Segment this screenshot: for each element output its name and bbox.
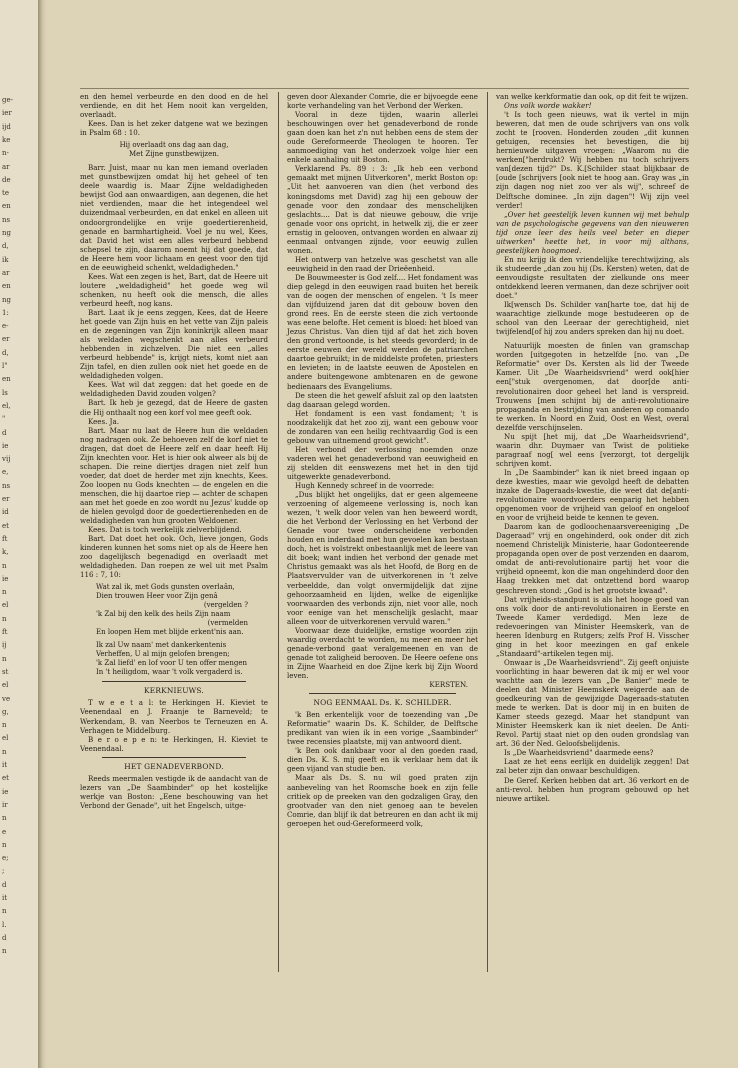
- margin-fragment: e-: [2, 322, 9, 331]
- margin-fragment: k,: [2, 548, 9, 557]
- top-rule: [80, 88, 689, 89]
- paragraph: Vooral in deze tijden, waarin allerlei beschouwingen over het genadeverbond de ronde gaan doen kan het z'n nut hebben eens de stem der oude Gereformeerde Theologen te hooren. Ter aanmoediging van het onderzoek volge hier een enkele aanhaling uit Boston.: [287, 110, 478, 165]
- quote-line: Met Zijne gunstbewijzen.: [129, 150, 219, 159]
- verse-line: Dien trouwen Heer voor Zijn genâ: [96, 592, 218, 601]
- margin-fragment: et: [2, 521, 9, 530]
- paragraph: Kees. Ja.: [88, 416, 119, 426]
- paragraph: Onwaar is „De Waarheidsvriend". Zij geeft onjuiste voorlichting in haar beweren dat ik mij er wel voor wachtte aan de lezers van „De Banier" mede te deelen dat Minister Heemskerk weigerde aan de goedkeuring van de gewijzigde Dageraads-statuten mede te werken. Dat is door mij in en buiten de Kamer steeds gezegd. Maar het standpunt van Minister Heemskerk kan ik niet deelen. De Anti-Revol. Partij staat niet op den ouden grondslag van art. 36 der Ned. Geloofsbelijdenis.: [496, 657, 689, 749]
- margin-fragment: d: [2, 428, 7, 437]
- verse-line: (vergelden ?: [203, 601, 248, 610]
- divider: [309, 693, 456, 694]
- paragraph: In „De Saambinder" kan ik niet breed ingaan op deze kwesties, maar wie gevolgd heeft de debatten inzake de Dageraads-kwestie, die weet dat de[anti-revolutionaire woordvoerders eenparig het hebben opgenomen voor de vrijheid van geloof en ongeloof en voor de vrijheid beide te kennen te geven.: [496, 467, 689, 523]
- margin-fragment: ng: [2, 295, 11, 304]
- margin-fragment: n: [2, 588, 7, 597]
- margin-fragment: n-: [2, 149, 9, 158]
- margin-fragment: st: [2, 667, 9, 676]
- margin-fragment: er: [2, 335, 10, 344]
- margin-fragment: n: [2, 814, 7, 823]
- section-heading-genadeverbond: HET GENADEVERBOND.: [124, 761, 224, 771]
- margin-fragment: n: [2, 840, 7, 849]
- paragraph: Nu spijt [het mij, dat „De Waarheidsvriend", waarin dhr. Duymaer van Twist de politieke paragraaf nog[ wel eens [verzorgt, tot dergelijk schrijven komt.: [496, 431, 689, 468]
- verse-line: 'k Zal bij den kelk des heils Zijn naam: [96, 610, 231, 619]
- verse-line: (vermelden: [207, 619, 248, 628]
- column-rule-1: [278, 92, 279, 972]
- margin-fragment: n: [2, 654, 7, 663]
- margin-fragment: en: [2, 202, 11, 211]
- margin-fragment: ls: [2, 388, 8, 397]
- paragraph: Bart. Laat ik je eens zeggen, Kees, dat de Heere het goede van Zijn huis en het vette van Zijn paleis en de zegeningen van Zijn koninkrijk alleen maar als weldaden wegschenkt aan alles verbeurd hebbenden in zichzelven. Die niet een „alles verbeurd hebbende" is, krijgt niets, komt niet aan Zijn tafel, en dien zullen ook niet het goede en de weldadigheden volgen.: [80, 307, 268, 381]
- margin-fragment: n: [2, 907, 7, 916]
- paragraph: Barr. Juist, maar nu kan men iemand overladen met gunstbewijzen omdat hij het geheel of ten deele waardig is. Maar Zijne weldadigheden bewijst God aan onwaardigen, aan degenen, die het niet verdienden, maar die het integendeel wel duizendmaal verbeurden, en dat enkel en alleen uit ondoorgrondelijke en vrije goedertierenheid, genade en barmhartigheid. Voel je nu wel, Kees, dat David het wist een alles verbeurd hebbend schepsel te zijn, daarom noemt hij dat goede, dat de Heere hem voor lichaam en geest voor den tijd en de eeuwigheid schenkt, weldadigheden.": [80, 163, 268, 272]
- paragraph: en den hemel verbeurde en den dood en de hel verdiende, en dit het Hem nooit kan vergelden, overlaadt.: [80, 92, 268, 120]
- paragraph: B e r o e p e n: te Herkingen, H. Kieviet te Veenendaal.: [80, 734, 268, 753]
- margin-fragment: id: [2, 508, 9, 517]
- margin-fragment: ge-: [2, 96, 13, 104]
- margin-fragment: de: [2, 175, 11, 184]
- margin-fragment: en: [2, 282, 11, 291]
- margin-fragment: d: [2, 933, 7, 942]
- margin-fragment: ;: [2, 867, 5, 876]
- margin-fragment: 1:: [2, 308, 9, 317]
- left-margin-fragments: [0, 0, 40, 1068]
- verse-line: 'k Zal liefd' en lof voor U ten offer mengen: [96, 659, 247, 668]
- paragraph: Is „De Waarheidsvriend" daarmede eens?: [504, 748, 654, 758]
- paragraph: Kees. Dan is het zeker datgene wat we bezingen in Psalm 68 : 10.: [80, 119, 268, 138]
- quote-line: Hij overlaadt ons dag aan dag,: [119, 141, 229, 150]
- column-1: [80, 92, 268, 810]
- paragraph: 'k Ben ook dankbaar voor al den goeden raad, dien Ds. K. S. mij geeft en ik verklaar hem dat ik geen vijand van studie ben.: [287, 746, 478, 774]
- margin-fragment: ir: [2, 800, 8, 809]
- paragraph: Het verbond der verlossing noemden onze vaderen wel het genadeverbond van eeuwigheid en zij stelden dit eenswezens met het in den tijd uitgewerkte genadeverbond.: [287, 444, 478, 481]
- psalm-verse: [96, 583, 268, 677]
- margin-fragment: e,: [2, 468, 9, 477]
- margin-fragment: ijd: [2, 122, 11, 131]
- verse-line: Verheffen, U al mijn gelofen brengen;: [96, 650, 230, 659]
- paragraph: Bart. Dat doet het ook. Och, lieve jongen, Gods kinderen kunnen het soms niet op als de Heere hen zoo dagelijksch begenadigd en overlaadt met weldadigheden. Dan roepen ze wel uit met Psalm 116 : 7, 10:: [80, 534, 268, 580]
- paragraph: „Over het geestelijk leven kunnen wij met behulp van de psychologische gegevens van den nieuweren tijd onze leer des heils veel beter en dieper uitwerken" heette het, in voor mij althans, geestelijken hoogmoed.: [496, 209, 689, 255]
- margin-fragment: n: [2, 721, 7, 730]
- paragraph: Reeds meermalen vestigde ik de aandacht van de lezers van „De Saambinder" op het kostelijke werkje van Boston: „Eene beschouwing van het Verbond der Genade", uit het Engelsch, uitge-: [80, 773, 268, 810]
- column-3: [496, 92, 689, 803]
- paragraph: „Dus blijkt het ongelijks, dat er geen algemeene verzoening of algemeene verlossing is, noch kan wezen, 't welk door velen van hen beweerd wordt, die het Verbond der Verlossing en het Verbond der Genade voor twee onderscheidene verbonden houden en inderdaad met hun gevoelen kan bestaan doch, het is volstrekt onbestaanlijk met de leere van dit boek; want indien het verbond der genade met Christus gemaakt was als het Hoofd, de Borg en de Plaatsvervulder van de uitverkorenen in 't zelve verbeeldde, dan volgt onvermijdelijk dat zijne gehoorzaamheid en lijden, welke de eigenlijke voorwaarden des verbonds zijn, niet voor alle, noch voor eenige van het menschelijk geslacht, maar alleen voor de uitverkorenen vervuld waren.": [287, 490, 478, 626]
- paragraph: Bart. Maar nu laat de Heere hun die weldaden nog nadragen ook. Ze behoeven zelf de korf niet te dragen, dat doet de Heere zelf en daar heeft Hij Zijn knechten voor. Het is hier ook alweer als bij de schapen. Die reine diertjes dragen niet zelf hun voeder, dat doet de herder met zijn knechts, Kees. Zoo loopen nu Gods knechten — de engelen en die menschen, die hij daartoe riep — achter de schapen aan met het goede en zoo wordt nu Jezus' kudde op de hielen gevolgd door de goedertierenheden en de weldadigheden van hun grooten Weldoener.: [80, 425, 268, 526]
- verse-line: In 't heiligdom, waar 't volk vergaderd is.: [96, 668, 243, 677]
- margin-fragment: el: [2, 734, 9, 743]
- verse-line: Ik zal Uw naam' met dankerkentenis: [96, 641, 227, 650]
- margin-fragment: g,: [2, 707, 9, 716]
- margin-fragment: ie: [2, 787, 9, 796]
- margin-fragment: et: [2, 774, 9, 783]
- margin-fragment: ft: [2, 534, 8, 543]
- divider: [102, 757, 246, 758]
- divider: [102, 681, 246, 682]
- margin-fragment: ie: [2, 574, 9, 583]
- paragraph: Ons volk worde wakker!: [504, 101, 592, 111]
- paragraph: van welke kerkformatie dan ook, op dit feit te wijzen.: [496, 92, 689, 101]
- margin-fragment: er: [2, 495, 10, 503]
- verse-line: Wat zal ik, met Gods gunsten overlaân,: [96, 583, 235, 592]
- margin-fragment: n: [2, 747, 7, 756]
- margin-fragment: ns: [2, 215, 11, 224]
- margin-fragment: el: [2, 681, 9, 690]
- paragraph: 'k Ben erkentelijk voor de toezending van „De Reformatie" waarin Ds. K. Schilder, de Delftsche predikant van wien ik in een vorige „Saambinder" twee recensies plaatste, mij van antwoord dient.: [287, 710, 478, 747]
- margin-fragment: ft: [2, 628, 8, 636]
- paragraph: Kees. Wat een zegen is het, Bart, dat de Heere uit loutere „weldadigheid" het goede weg wil schenken, nu heeft ook die mensch, die alles verbeurd heeft, nog kans.: [80, 271, 268, 308]
- margin-fragment: n: [2, 561, 7, 570]
- margin-fragment: vij: [2, 455, 11, 464]
- paragraph: Hugh Kennedy schreef in de voorrede:: [295, 481, 435, 491]
- paragraph: Het fondament is een vast fondament; 't is noodzakelijk dat het zoo zij, want een gebouw voor de zondaren van een heilig rechtvaardig God is een gebouw van uitnemend groot gewicht".: [287, 408, 478, 445]
- margin-fragment: ns: [2, 481, 11, 490]
- quote-block: [80, 141, 268, 159]
- paragraph: De steen die het gewelf afsluit zal op den laatsten dag daaraan gelegd worden.: [287, 390, 478, 409]
- margin-fragment: ": [2, 415, 6, 424]
- margin-fragment: d,: [2, 348, 9, 357]
- paragraph: Maar als Ds. S. nu wil goed praten zijn aanbeveling van het Roomsche boek en zijn felle critiek op de preeken van den godzaligen Gray, den grootvader van den niet genoeg aan te bevelen Comrie, dan blijf ik dat betreuren en dan acht ik mij geroepen het oud-Gereformeerd volk,: [287, 773, 478, 828]
- margin-fragment: ie: [2, 441, 9, 450]
- margin-fragment: ke: [2, 135, 11, 144]
- section-heading-schilder: NOG EENMAAL Ds. K. SCHILDER.: [313, 698, 452, 708]
- paragraph: Kees. Wat wil dat zeggen: dat het goede en de weldadigheden David zouden volgen?: [80, 380, 268, 399]
- margin-fragment: te: [2, 189, 9, 198]
- paragraph: Voorwaar deze duidelijke, ernstige woorden zijn waardig overdacht te worden, nu meer en meer het genade-verbond gaat veralgemeenen en van de genade tot zaligheid berooven. De Heere oefene ons in Zijne Waarheid en doe Zijne kerk bij Zijn Woord leven.: [287, 625, 478, 680]
- section-heading-kerknieuws: KERKNIEUWS.: [144, 686, 204, 696]
- paragraph: Kees. Dat is toch werkelijk zielverblijdend.: [88, 525, 242, 535]
- margin-fragment: n: [2, 947, 7, 956]
- margin-fragment: ar: [2, 268, 10, 277]
- margin-fragment: d,: [2, 242, 9, 251]
- margin-fragment: d: [2, 880, 7, 889]
- paragraph: Laat ze het eens eerlijk en duidelijk zeggen! Dat zal beter zijn dan onwaar beschuldigen.: [496, 757, 689, 776]
- paragraph: 't Is toch geen nieuws, wat ik vertel in mijn beweren, dat men de oude schrijvers van ons volk zocht te [rooven. Honderden zouden „dit kunnen getuigen, recensies het bevestigen, die bij hernieuwde uitgaven vroegen: „Waarom nu die werken["herdrukt? Wij hebben nu toch schrijvers van[dezen tijd?" Ds. K.[Schilder staat blijkbaar de [oude [schrijvers [ook niet te hoog aan. Gray was „in zijn dagen nog niet zoo ver als wij", schreef de Delftsche dominee. „In zijn dagen"! Wij zijn veel verder!: [496, 110, 689, 210]
- paragraph: Bart. Ik heb je gezegd, dat de Heere de gasten die Hij onthaalt nog een korf vol mee geeft ook.: [80, 398, 268, 417]
- margin-fragment: ve: [2, 694, 11, 703]
- margin-fragment: e: [2, 827, 7, 836]
- margin-fragment: ng: [2, 229, 11, 237]
- margin-fragment: l": [2, 362, 8, 370]
- margin-fragment: el,: [2, 401, 11, 410]
- paragraph: Het ontwerp van hetzelve was geschetst van alle eeuwigheid in den raad der Drieëenheid.: [287, 254, 478, 273]
- paragraph: Dat vrijheids-standpunt is als het hooge goed van ons volk door de anti-revolutionairen in Eerste en Tweede Kamer verdedigd. Men leze de redevoeringen van Minister Heemskerk, van de heeren Idenburg en Rutgers; zelfs Prof H. Visscher ging in het koor meezingen en gaf enkele „Standaard"-artikelen tegen mij.: [496, 594, 689, 658]
- page-fold: [38, 0, 46, 1068]
- paragraph: Daarom kan de godloochenaarsvereeniging „De Dageraad" vrij en ongehinderd, ook onder dit zich noemend Christelijk Ministerie, haar Godonteerende propaganda open over de post verzenden en daarom, omdat de anti-revolutionaire partij het voor die vrijheid opneemt, kon die man ongehinderd door den Haag trekken met dat ontzettend bord waarop geschreven stond: „God is het grootste kwaad".: [496, 522, 689, 595]
- paragraph: De Geref. Kerken hebben dat art. 36 verkort en de anti-revol. hebben hun program gebouwd op het nieuwe artikel.: [496, 775, 689, 803]
- verse-line: En loopen Hem met blijde erkent'nis aan.: [96, 628, 244, 637]
- margin-fragment: ij: [2, 641, 7, 650]
- paragraph: De Bouwmeester is God zelf.... Het fondament was diep gelegd in den eeuwigen raad buiten het bereik van de oogen der menschen of engelen. 't Is meer dan vijfduizend jaren dat dit gebouw boven den grond rees. En de eerste steen die zich vertoonde was eene belofte. Het cement is bloed: het bloed van Jezus Christus. Van dien tijd af dat het zich boven den grond vertoonde, is het steeds gevorderd; in de eerste eeuwen der wereld werden de patriarchen daartoe gebruikt; in de middelste profeten, priesters en levieten; in de laatste eeuwen de Apostelen en andere buitengewone ambtenaren en de gewone bedienaars des Evangeliums.: [287, 272, 478, 391]
- paragraph: En nu krijg ik den vriendelijke terechtwijzing, als ik studeerde „dan zou hij (Ds. Kersten) weten, dat de eenvoudigste resultaten der zielkunde ons meer ontdekkend leeren vermanen, dan deze schrijver ooit doet.": [496, 254, 689, 301]
- margin-fragment: el: [2, 601, 9, 610]
- paragraph: T w e e t a l: te Herkingen H. Kieviet te Veenendaal en J. Fraanje te Barneveld; te Werkendam, B. van Neerbos te Terneuzen en A. Verhagen te Middelburg.: [80, 698, 268, 735]
- paragraph: Verklarend Ps. 89 : 3: „Ik heb een verbond gemaakt met mijnen Uitverkoren", merkt Boston op: „Uit het aanvoeren van dien (het verbond des koningsdoms met David) zag hij een gebouw der genade voor den zondaar des menschelijken geslachts.... Dat is dat nieuwe gebouw, die vrije genade voor ons opricht, in hetwelk zij, die er zeer ernstig in gelooven, ontvangen worden en alwaar zij eenmaal ontvangen zijnde, voor eeuwig zullen wonen.: [287, 164, 478, 255]
- column-rule-2: [487, 92, 488, 972]
- margin-fragment: ar: [2, 162, 10, 171]
- signature: KERSTEN.: [429, 680, 468, 690]
- paragraph: Ik[wensch Ds. Schilder van[harte toe, dat hij de waarachtige zielkunde moge bestudeeren op de school van den Leeraar der gerechtigheid, niet twijfelend[of hij zou anders spreken dan hij nu doet.: [496, 300, 689, 337]
- margin-fragment: ik: [2, 255, 9, 264]
- column-2: [287, 92, 478, 828]
- paragraph: geven door Alexander Comrie, die er bijvoegde eene korte verhandeling van het Verbond der Werken.: [287, 92, 478, 111]
- paragraph: Natuurlijk moesten de finlen van gramschap worden [uitgegoten in hetzelfde [no. van „De Reformatie" over Ds. Kersten als lid der Tweede Kamer. Uit „De Waarheidsvriend" werd ook[hier een["stuk overgenomen, dat door[de anti-revolutionairen door geheel het land is verspreid. Trouwens [men schijnt bij de anti-revolutionaire propaganda en bestrijding van anderen op comando te werken. In Noord en Zuid, Oost en West, overal dezelfde verschijnselen.: [496, 341, 689, 432]
- margin-fragment: n: [2, 614, 7, 623]
- margin-fragment: en: [2, 375, 11, 384]
- margin-fragment: it: [2, 761, 8, 769]
- margin-fragment: it: [2, 894, 8, 902]
- margin-fragment: e;: [2, 854, 9, 863]
- margin-fragment: ier: [2, 109, 12, 118]
- margin-fragment: l.: [2, 920, 7, 929]
